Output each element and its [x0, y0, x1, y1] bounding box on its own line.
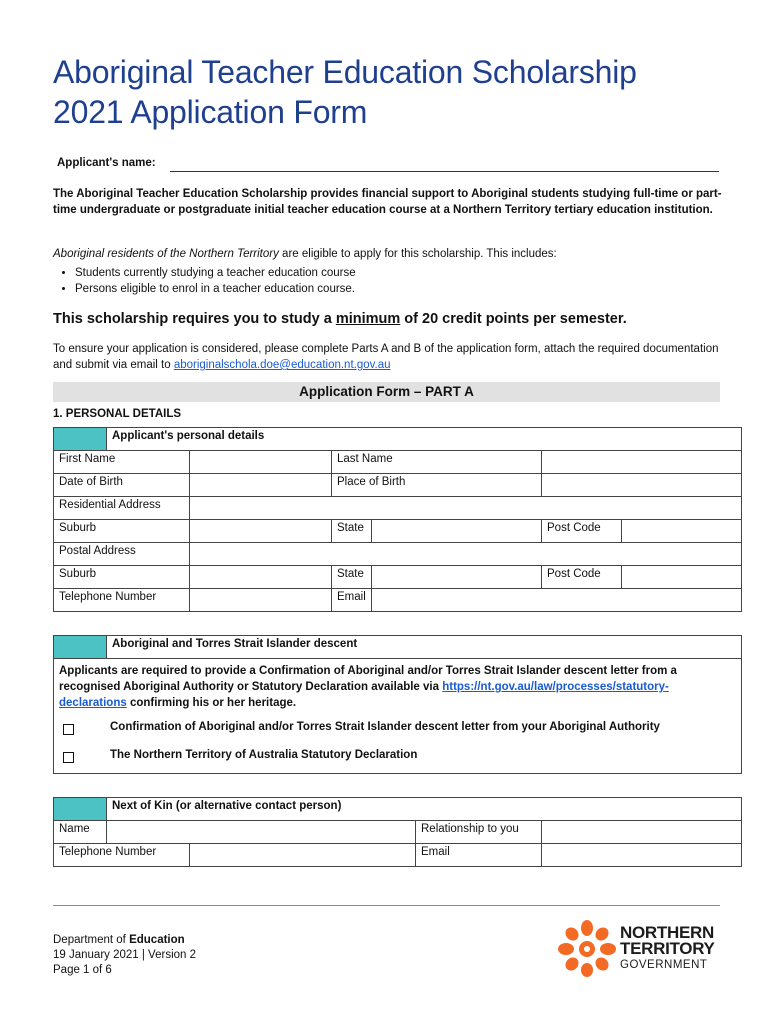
- last-name-input[interactable]: [542, 451, 742, 474]
- requirement-after: of 20 credit points per semester.: [400, 311, 627, 327]
- postal-state-label: State: [332, 566, 372, 589]
- teal-header-cell: [54, 636, 107, 659]
- email-input[interactable]: [372, 589, 742, 612]
- logo-line-1: NORTHERN: [620, 923, 714, 942]
- footer-dept-prefix: Department of: [53, 934, 130, 946]
- section-1-heading: 1. PERSONAL DETAILS: [53, 408, 182, 420]
- postal-suburb-label: Suburb: [54, 566, 190, 589]
- footer-divider: [53, 905, 720, 906]
- postal-post-code-label: Post Code: [542, 566, 622, 589]
- applicant-name-label: Applicant's name:: [57, 157, 156, 169]
- next-of-kin-table: [53, 797, 742, 867]
- intro-paragraph: The Aboriginal Teacher Education Scholarship provides financial support to Aboriginal students studying full-time or part-time undergraduate or postgraduate initial teacher education course at a Northern Territory tertiary education institution.: [53, 188, 722, 216]
- logo-text: [620, 925, 715, 973]
- submit-instructions: [53, 341, 733, 373]
- credit-requirement: [53, 311, 627, 327]
- list-item: • Persons eligible to enrol in a teacher education course.: [75, 281, 725, 297]
- residential-address-input[interactable]: [190, 497, 742, 520]
- statutory-declarations-link[interactable]: https://nt.gov.au/law/processes/statutory-declarations: [59, 681, 669, 709]
- descent-note-text: Applicants are required to provide a Confirmation of Aboriginal and/or Torres Strait Islander descent letter from a recognised Aboriginal Authority or Statutory Declaration available via: [59, 665, 677, 693]
- kin-telephone-input[interactable]: [190, 844, 416, 867]
- descent-body: [54, 659, 742, 774]
- teal-header-cell: [54, 428, 107, 451]
- requirement-before: This scholarship requires you to study a: [53, 311, 336, 327]
- post-code-label: Post Code: [542, 520, 622, 543]
- postal-address-label: Postal Address: [54, 543, 190, 566]
- postal-state-input[interactable]: [372, 566, 542, 589]
- eligibility-rest: are eligible to apply for this scholarship. This includes:: [278, 248, 557, 260]
- postal-address-input[interactable]: [190, 543, 742, 566]
- list-item: • Students currently studying a teacher education course: [75, 265, 725, 281]
- first-name-input[interactable]: [190, 451, 332, 474]
- title-line-1: Aboriginal Teacher Education Scholarship: [53, 54, 637, 90]
- state-label: State: [332, 520, 372, 543]
- kin-name-label: Name: [54, 821, 107, 844]
- eligibility-list: [53, 265, 725, 297]
- descent-note: [59, 663, 736, 711]
- footer-date-version: 19 January 2021 | Version 2: [53, 949, 197, 961]
- descent-option-1[interactable]: [59, 721, 736, 735]
- footer-dept-name: Education: [129, 934, 185, 946]
- postal-post-code-input[interactable]: [622, 566, 742, 589]
- dob-label: Date of Birth: [54, 474, 190, 497]
- suburb-label: Suburb: [54, 520, 190, 543]
- page-title: [53, 52, 743, 132]
- option-label: Confirmation of Aboriginal and/or Torres Strait Islander descent letter from your Aboriginal Authority: [110, 721, 660, 733]
- descent-header: Aboriginal and Torres Strait Islander descent: [107, 636, 742, 659]
- footer: [53, 933, 196, 978]
- dob-input[interactable]: [190, 474, 332, 497]
- submit-text: To ensure your application is considered, please complete Parts A and B of the application form, attach the required documentation and submit via email to: [53, 343, 719, 371]
- part-a-heading: Application Form – PART A: [53, 382, 720, 402]
- logo-line-3: GOVERNMENT: [620, 959, 708, 971]
- submit-email-link[interactable]: aboriginalschola.doe@education.nt.gov.au: [173, 359, 391, 371]
- last-name-label: Last Name: [332, 451, 542, 474]
- footer-page: Page 1 of 6: [53, 964, 112, 976]
- kin-telephone-label: Telephone Number: [54, 844, 190, 867]
- footer-department: [53, 933, 196, 948]
- suburb-input[interactable]: [190, 520, 332, 543]
- postal-suburb-input[interactable]: [190, 566, 332, 589]
- kin-email-input[interactable]: [542, 844, 742, 867]
- pob-label: Place of Birth: [332, 474, 542, 497]
- email-label: Email: [332, 589, 372, 612]
- teal-header-cell: [54, 798, 107, 821]
- descent-note-end: confirming his or her heritage.: [126, 697, 297, 709]
- checkbox[interactable]: [63, 724, 74, 735]
- kin-name-input[interactable]: [107, 821, 416, 844]
- logo-line-2: TERRITORY: [620, 939, 715, 958]
- title-line-2: 2021 Application Form: [53, 94, 368, 130]
- post-code-input[interactable]: [622, 520, 742, 543]
- next-of-kin-header: Next of Kin (or alternative contact person): [107, 798, 742, 821]
- eligibility-text: [53, 246, 723, 262]
- eligibility-italic: Aboriginal residents of the Northern Territory: [53, 248, 279, 260]
- nt-government-logo-icon: [556, 918, 618, 978]
- state-input[interactable]: [372, 520, 542, 543]
- telephone-input[interactable]: [190, 589, 332, 612]
- descent-table: [53, 635, 742, 774]
- option-label: The Northern Territory of Australia Statutory Declaration: [110, 749, 418, 761]
- descent-option-2[interactable]: [59, 749, 736, 763]
- kin-email-label: Email: [416, 844, 542, 867]
- personal-details-table: [53, 427, 742, 612]
- checkbox[interactable]: [63, 752, 74, 763]
- first-name-label: First Name: [54, 451, 190, 474]
- personal-details-header: Applicant's personal details: [107, 428, 742, 451]
- requirement-underlined: minimum: [335, 311, 401, 327]
- telephone-label: Telephone Number: [54, 589, 190, 612]
- kin-relationship-label: Relationship to you: [416, 821, 542, 844]
- applicant-name-field[interactable]: [170, 171, 719, 172]
- residential-address-label: Residential Address: [54, 497, 190, 520]
- pob-input[interactable]: [542, 474, 742, 497]
- kin-relationship-input[interactable]: [542, 821, 742, 844]
